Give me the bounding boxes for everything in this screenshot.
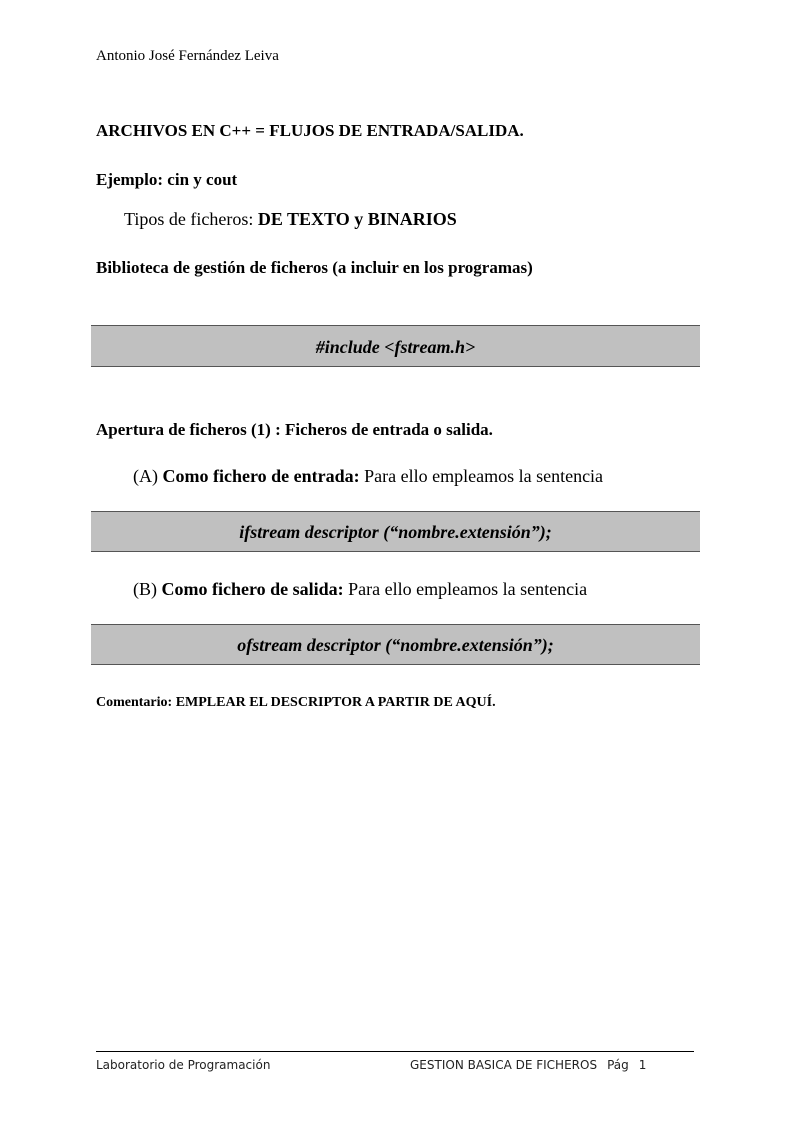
include-code-box: #include <fstream.h>	[91, 325, 700, 367]
footer-right	[410, 1058, 646, 1072]
ifstream-code-box: ifstream descriptor (“nombre.extensión”);	[91, 511, 700, 552]
library-heading: Biblioteca de gestión de ficheros (a incluir en los programas)	[96, 258, 533, 277]
option-a-marker: (A)	[133, 466, 163, 486]
option-b-line	[133, 579, 587, 600]
option-a-bold: Como fichero de entrada:	[162, 466, 360, 486]
opening-heading: Apertura de ficheros (1) : Ficheros de entrada o salida.	[96, 420, 493, 439]
header-author: Antonio José Fernández Leiva	[96, 48, 279, 64]
option-a-line	[133, 466, 603, 487]
footer-page-number: 1	[638, 1058, 647, 1072]
ofstream-code-box: ofstream descriptor (“nombre.extensión”);	[91, 624, 700, 665]
option-b-rest: Para ello empleamos la sentencia	[343, 579, 588, 599]
footer-divider	[96, 1051, 694, 1052]
file-types-line	[124, 209, 457, 230]
footer-left-text: Laboratorio de Programación	[96, 1058, 271, 1072]
file-types-prefix: Tipos de ficheros:	[124, 209, 258, 229]
example-heading: Ejemplo: cin y cout	[96, 170, 238, 189]
comment-line: Comentario: EMPLEAR EL DESCRIPTOR A PARTIR DE AQUÍ.	[96, 695, 496, 710]
option-b-marker: (B)	[133, 579, 162, 599]
page-title: ARCHIVOS EN C++ = FLUJOS DE ENTRADA/SALIDA.	[96, 121, 524, 140]
file-types-value: DE TEXTO y BINARIOS	[257, 209, 457, 229]
option-b-bold: Como fichero de salida:	[161, 579, 344, 599]
footer-page-label: Pág	[607, 1058, 629, 1072]
option-a-rest: Para ello empleamos la sentencia	[359, 466, 604, 486]
footer-right-text: GESTION BASICA DE FICHEROS	[410, 1058, 598, 1072]
